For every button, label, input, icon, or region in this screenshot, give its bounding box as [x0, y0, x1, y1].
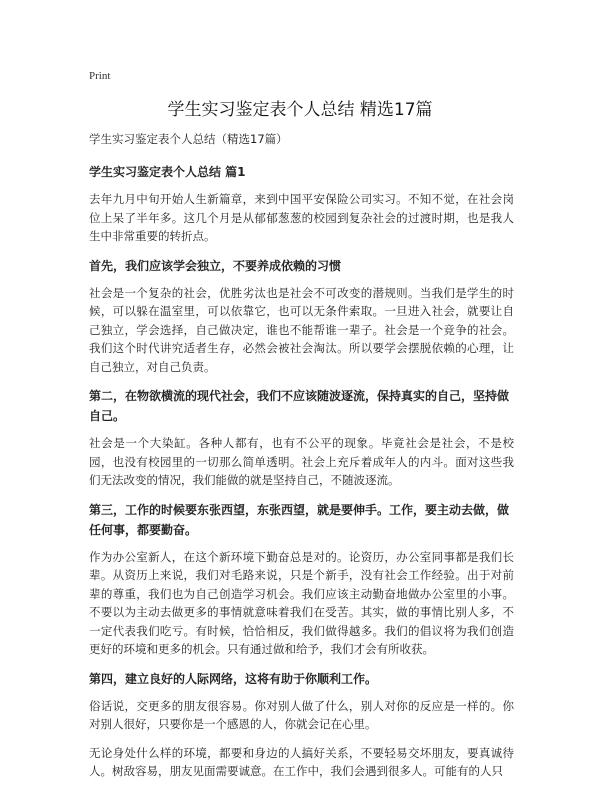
document-title: 学生实习鉴定表个人总结 精选17篇 [167, 100, 433, 120]
print-link[interactable]: Print [89, 70, 111, 82]
point-heading: 首先，我们应该学会独立，不要养成依赖的习惯 [89, 258, 342, 273]
paragraph: 无论身处什么样的环境，都要和身边的人搞好关系，不要轻易交坏朋友，要真诚待人。树敌容易，朋友见面需要诚意。在工作中，我们会遇到很多人。可能有的人只 [89, 745, 514, 778]
section-title: 学生实习鉴定表个人总结 篇1 [89, 165, 246, 179]
paragraph: 俗话说，交更多的朋友很容易。你对别人做了什么，别人对你的反应是一样的。你对别人很好，只要你是一个感恩的人，你就会记在心里。 [89, 698, 514, 731]
document-body [89, 130, 514, 791]
paragraph: 作为办公室新人，在这个新环境下勤奋总是对的。论资历，办公室同事都是我们长辈。从资历上来说，我们对毛路来说，只是个新手，没有社会工作经验。出于对前辈的尊重，我们也为自己创造学习机会。我们应该主动勤奋地做办公室里的小事。不要以为主动去做更多的事情就意味着我们在受苦。其实，做的事情比别人多，不一定代表我们吃亏。有时候，恰恰相反，我们做得越多。我们的倡议将为我们创造更好的环境和更多的机会。只有通过做和给予，我们才会有所收获。 [89, 549, 514, 656]
content-blocks [89, 190, 514, 781]
point-heading: 第二，在物欲横流的现代社会，我们不应该随波逐流，保持真实的自己，坚持做自己。 [89, 389, 510, 423]
paragraph: 社会是一个复杂的社会，优胜劣汰也是社会不可改变的潜规则。当我们是学生的时候，可以躲在温室里，可以依靠它，也可以无条件索取。一旦进入社会，就要让自己独立，学会选择，自己做决定，谁也不能帮谁一辈子。社会是一个竞争的社会。我们这个时代讲究适者生存，必然会被社会淘汰。所以要学会摆脱依赖的心理，让自己独立，对自己负责。 [89, 285, 514, 374]
point-heading: 第四，建立良好的人际网络，这将有助于你顺利工作。 [89, 671, 378, 686]
point-heading: 第三，工作的时候要东张西望，东张西望，就是要伸手。工作，要主动去做，做任何事，都要勤奋。 [89, 502, 510, 537]
paragraph: 社会是一个大染缸。各种人都有，也有不公平的现象。毕竟社会是社会，不是校园，也没有校园里的一切那么简单透明。社会上充斥着成年人的内斗。面对这些我们无法改变的情况，我们能做的就是坚持自己，不随波逐流。 [89, 436, 514, 487]
document-subtitle: 学生实习鉴定表个人总结（精选17篇） [89, 132, 288, 146]
paragraph: 去年九月中旬开始人生新篇章，来到中国平安保险公司实习。不知不觉，在社会岗位上呆了半年多。这几个月是从郁郁葱葱的校园到复杂社会的过渡时期，也是我人生中非常重要的转折点。 [89, 192, 514, 243]
